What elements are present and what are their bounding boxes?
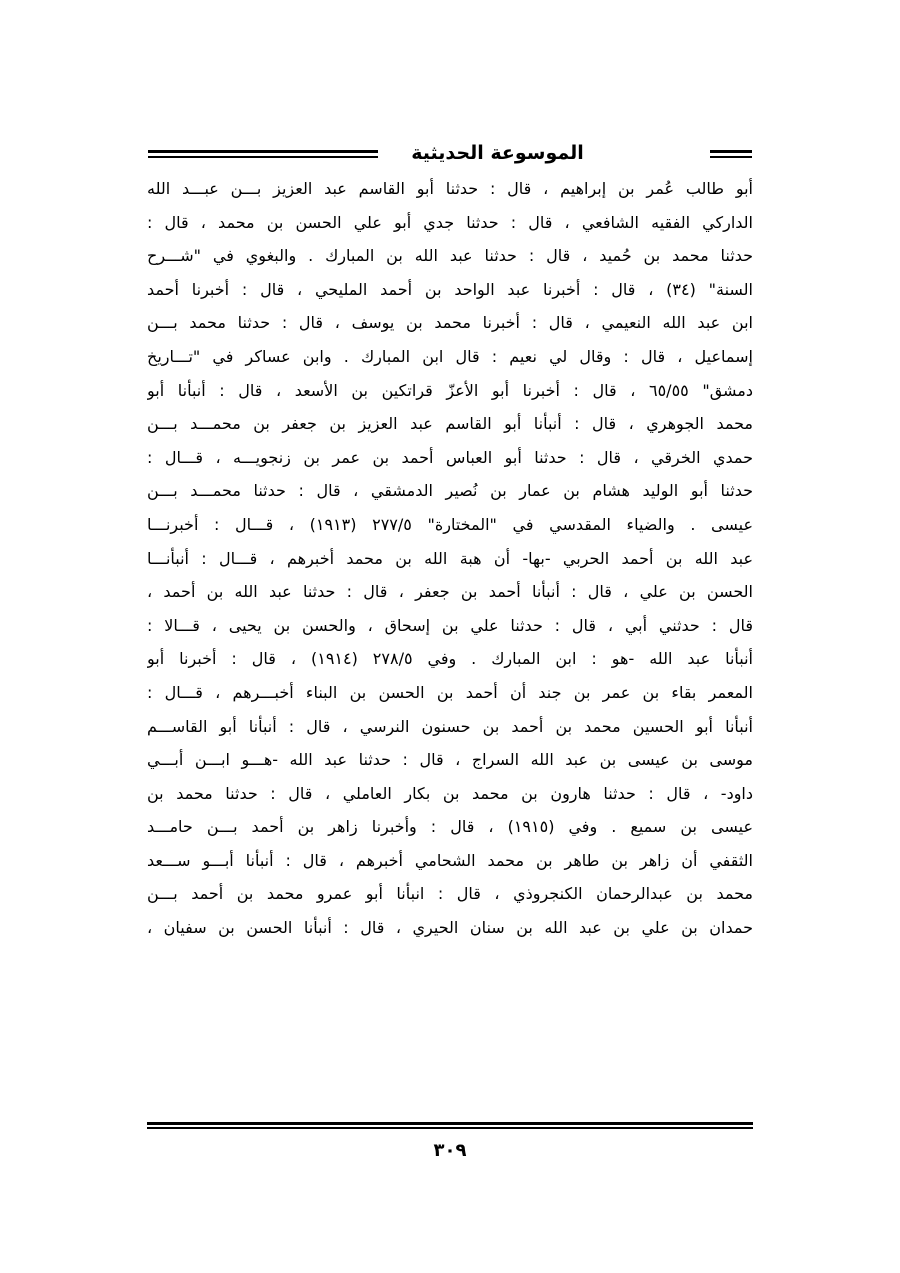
text-line: حمدي الخرقي ، قال : حدثنا أبو العباس أحمد بن عمر بن زنجويـــه ، قـــال : [147,447,753,467]
text-line: حدثنا محمد بن حُميد ، قال : حدثنا عبد الله بن المبارك . والبغوي في "شـــرح [147,246,753,266]
text-line: حدثنا أبو الوليد هشام بن عمار بن نُصير الدمشقي ، قال : حدثنا محمـــد بـــن [147,481,753,501]
header-title: الموسوعة الحديثية [411,142,584,164]
text-line: حمدان بن علي بن عبد الله بن سنان الحيري ، قال : أنبأنا الحسن بن سفيان ، [147,918,753,938]
text-line: السنة" (٣٤) ، قال : أخبرنا عبد الواحد بن أحمد المليحي ، قال : أخبرنا أحمد [147,279,753,299]
text-line: محمد الجوهري ، قال : أنبأنا أبو القاسم عبد العزيز بن جعفر بن محمـــد بـــن [147,414,753,434]
text-line: أنبأنا أبو الحسين محمد بن أحمد بن حسنون النرسي ، قال : أنبأنا أبو القاســـم [147,716,753,736]
footer-rule [147,1122,753,1132]
header-rule-right [710,150,752,161]
text-line: ابن عبد الله النعيمي ، قال : أخبرنا محمد بن يوسف ، قال : حدثنا محمد بـــن [147,313,753,333]
text-line: عيسى بن سميع . وفي (١٩١٥) ، قال : وأخبرنا زاهر بن أحمد بـــن حامـــد [147,817,753,837]
text-line: قال : حدثني أبي ، قال : حدثنا علي بن إسحاق ، والحسن بن يحيى ، قـــالا : [147,615,753,635]
text-line: أبو طالب عُمر بن إبراهيم ، قال : حدثنا أبو القاسم عبد العزيز بـــن عبـــد الله [147,179,753,198]
text-line: الثقفي أن زاهر بن طاهر بن محمد الشحامي أخبرهم ، قال : أنبأنا أبـــو ســـعد [147,850,753,870]
text-line: الداركي الفقيه الشافعي ، قال : حدثنا جدي أبو علي الحسن بن محمد ، قال : [147,212,753,232]
running-header [148,140,752,172]
body-text [147,172,753,945]
page-number: ٣٠٩ [433,1140,467,1161]
text-line: أنبأنا عبد الله -هو : ابن المبارك . وفي ٢٧٨/٥ (١٩١٤) ، قال : أخبرنا أبو [147,649,753,669]
text-line: عيسى . والضياء المقدسي في "المختارة" ٢٧٧/٥ (١٩١٣) ، قـــال : أخبرنـــا [147,514,753,534]
text-line: داود- ، قال : حدثنا هارون بن محمد بن بكار العاملي ، قال : حدثنا محمد بن [147,783,753,803]
text-line: المعمر بقاء بن عمر بن جند أن أحمد بن الحسن بن البناء أخبـــرهم ، قـــال : [147,682,753,702]
text-line: دمشق" ٦٥/٥٥ ، قال : أخبرنا أبو الأعزّ قراتكين بن الأسعد ، قال : أنبأنا أبو [147,380,753,400]
text-line: موسى بن عيسى بن عبد الله السراج ، قال : حدثنا عبد الله -هـــو ابـــن أبـــي [147,750,753,770]
text-line: عبد الله بن أحمد الحربي -بها- أن هبة الله بن محمد أخبرهم ، قـــال : أنبأنـــا [147,548,753,568]
text-line: الحسن بن علي ، قال : أنبأنا أحمد بن جعفر ، قال : حدثنا عبد الله بن أحمد ، [147,582,753,602]
text-line: إسماعيل ، قال : وقال لي نعيم : قال ابن المبارك . وابن عساكر في "تـــاريخ [147,346,753,366]
text-line: محمد بن عبدالرحمان الكنجروذي ، قال : انبأنا أبو عمرو محمد بن أحمد بـــن [147,884,753,904]
